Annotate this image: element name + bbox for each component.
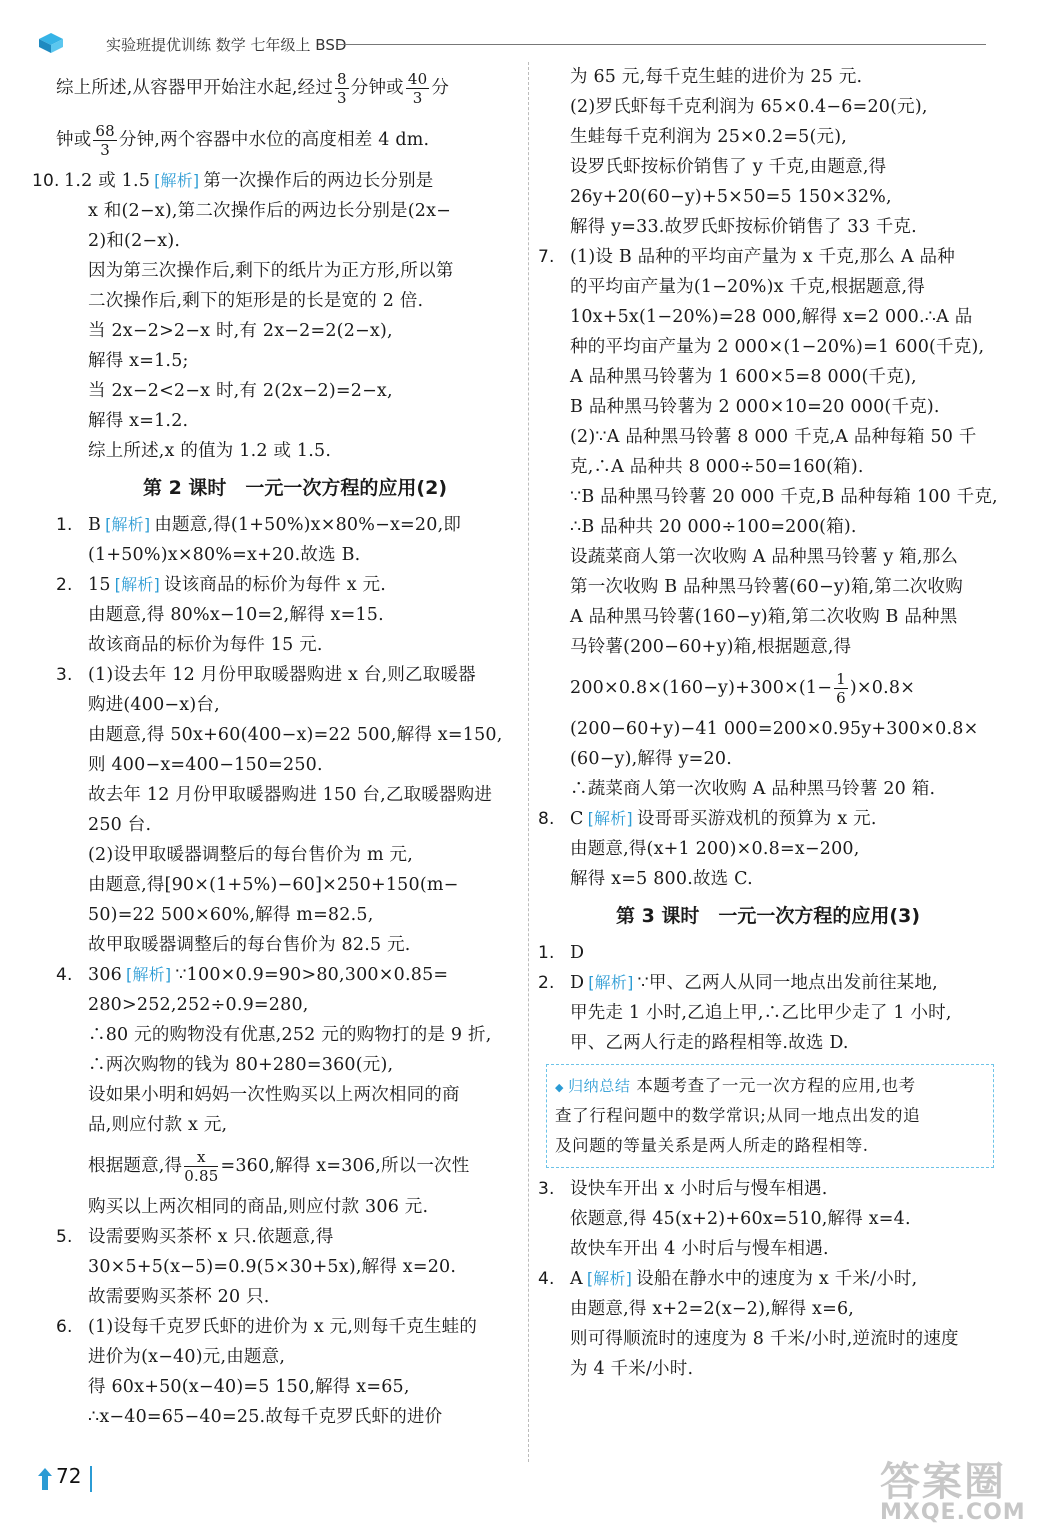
text-line: 由题意,得(x+1 200)×0.8=x−200, bbox=[570, 839, 860, 859]
text-line: 解得 y=33.故罗氏虾按标价销售了 33 千克. bbox=[570, 217, 917, 237]
text-line: ∴两次购物的钱为 80+280=360(元), bbox=[88, 1055, 394, 1075]
text-line: 购买以上两次相同的商品,则应付款 306 元. bbox=[88, 1197, 429, 1217]
text-line: 第一次收购 B 品种黑马铃薯(60−y)箱,第二次收购 bbox=[570, 577, 963, 597]
question-3: 3. 设快车开出 x 小时后与慢车相遇. bbox=[538, 1179, 828, 1199]
text-line: 依题意,得 45(x+2)+60x=510,解得 x=4. bbox=[570, 1209, 911, 1229]
text-line: 26y+20(60−y)+5×50=5 150×32%, bbox=[570, 187, 892, 207]
summary-label: ◆ 归纳总结 bbox=[555, 1077, 630, 1095]
text-line: 甲先走 1 小时,乙追上甲,∴乙比甲少走了 1 小时, bbox=[570, 1003, 952, 1023]
text-line: 为 4 千米/小时. bbox=[570, 1359, 694, 1379]
question-10: 10. 1.2 或 1.5 [解析] 第一次操作后的两边长分别是 bbox=[32, 166, 534, 196]
text-line: 购进(400−x)台, bbox=[88, 695, 220, 715]
text-line: 故快车开出 4 小时后与慢车相遇. bbox=[570, 1239, 829, 1259]
text-line: A 品种黑马铃薯(160−y)箱,第二次收购 B 品种黑 bbox=[570, 607, 958, 627]
text-line: 解得 x=1.2. bbox=[88, 411, 189, 431]
analysis-tag: [解析] bbox=[105, 515, 151, 534]
summary-line: ◆ 归纳总结 本题考查了一元一次方程的应用,也考 bbox=[555, 1071, 985, 1101]
text-line: 故去年 12 月份甲取暖器购进 150 台,乙取暖器购进 bbox=[88, 785, 493, 805]
fraction: $\frac{x}{0.85}$ bbox=[184, 1148, 219, 1185]
text-line: 进价为(x−40)元,由题意, bbox=[88, 1347, 286, 1367]
text-line: 则可得顺流时的速度为 8 千米/小时,逆流时的速度 bbox=[570, 1329, 959, 1349]
text-line: 30×5+5(x−5)=0.9(5×30+5x),解得 x=20. bbox=[88, 1257, 457, 1277]
fraction: $\frac{40}{3}$ bbox=[407, 70, 428, 107]
question-4: 4. A [解析] 设船在静水中的速度为 x 千米/小时, bbox=[538, 1264, 998, 1294]
text-line: ∴蔬菜商人第一次收购 A 品种黑马铃薯 20 箱. bbox=[570, 779, 936, 799]
text-line: 综上所述,从容器甲开始注水起,经过 $\frac{8}{3}$ 分钟或 $\frac{40}{3}$ 分 bbox=[56, 70, 450, 107]
question-2: 2. 15 [解析] 设该商品的标价为每件 x 元. bbox=[56, 570, 534, 600]
watermark-line2: MXQE.COM bbox=[880, 1500, 1026, 1525]
question-8: 8. C [解析] 设哥哥买游戏机的预算为 x 元. bbox=[538, 804, 998, 834]
analysis-tag: [解析] bbox=[114, 575, 160, 594]
text-line: (2)设甲取暖器调整后的每台售价为 m 元, bbox=[88, 845, 413, 865]
text-line: 克,∴A 品种共 8 000÷50=160(箱). bbox=[570, 457, 864, 477]
text-line: 二次操作后,剩下的矩形是的长是宽的 2 倍. bbox=[88, 291, 424, 311]
text-line: 甲、乙两人行走的路程相等.故选 D. bbox=[570, 1033, 849, 1053]
text-line: 综上所述,x 的值为 1.2 或 1.5. bbox=[88, 441, 332, 461]
text-line: 设如果小明和妈妈一次性购买以上两次相同的商 bbox=[88, 1085, 460, 1105]
text-line: 因为第三次操作后,剩下的纸片为正方形,所以第 bbox=[88, 261, 454, 281]
analysis-tag: [解析] bbox=[586, 1269, 633, 1288]
watermark-line1: 答案圈 bbox=[880, 1459, 1006, 1505]
text-line: 种的平均亩产量为 2 000×(1−20%)=1 600(千克), bbox=[570, 337, 985, 357]
text-line: (60−y),解得 y=20. bbox=[570, 749, 732, 769]
summary-box bbox=[546, 1064, 994, 1168]
text-line: x 和(2−x),第二次操作后的两边长分别是(2x− bbox=[88, 201, 452, 221]
analysis-tag: [解析] bbox=[587, 809, 633, 828]
text-line: (200−60+y)−41 000=200×0.95y+300×0.8× bbox=[570, 719, 979, 739]
text-line: 根据题意,得 $\frac{x}{0.85}$ =360,解得 x=306,所以一次性 bbox=[88, 1148, 470, 1185]
text-line: 的平均亩产量为(1−20%)x 千克,根据题意,得 bbox=[570, 277, 925, 297]
text-line: B 品种黑马铃薯为 2 000×10=20 000(千克). bbox=[570, 397, 940, 417]
text-line: 50)=22 500×60%,解得 m=82.5, bbox=[88, 905, 374, 925]
text-line: (2)罗氏虾每千克利润为 65×0.4−6=20(元), bbox=[570, 97, 928, 117]
text-line: 解得 x=5 800.故选 C. bbox=[570, 869, 753, 889]
text-line: ∵B 品种黑马铃薯 20 000 千克,B 品种每箱 100 千克, bbox=[570, 487, 998, 507]
text-line: 故该商品的标价为每件 15 元. bbox=[88, 635, 323, 655]
text-line: ∴B 品种共 20 000÷100=200(箱). bbox=[570, 517, 857, 537]
text-line: (1+50%)x×80%=x+20.故选 B. bbox=[88, 545, 361, 565]
text-line: 故需要购买茶杯 20 只. bbox=[88, 1287, 270, 1307]
text-line: 当 2x−2>2−x 时,有 2x−2=2(2−x), bbox=[88, 321, 393, 341]
text-line: 则 400−x=400−150=250. bbox=[88, 755, 323, 775]
watermark bbox=[870, 1450, 1040, 1530]
text-line: 得 60x+50(x−40)=5 150,解得 x=65, bbox=[88, 1377, 410, 1397]
text-line: 设罗氏虾按标价销售了 y 千克,由题意,得 bbox=[570, 157, 887, 177]
section-heading: 第 2 课时 一元一次方程的应用(2) bbox=[142, 477, 448, 499]
text-line: 解得 x=1.5; bbox=[88, 351, 189, 371]
fraction: $\frac{8}{3}$ bbox=[337, 70, 347, 107]
book-logo-icon bbox=[38, 32, 64, 54]
question-1: 1. D bbox=[538, 943, 585, 963]
analysis-tag: [解析] bbox=[126, 965, 172, 984]
up-arrow-icon bbox=[38, 1468, 52, 1490]
text-line: (2)∵A 品种黑马铃薯 8 000 千克,A 品种每箱 50 千 bbox=[570, 427, 977, 447]
question-7: 7. (1)设 B 品种的平均亩产量为 x 千克,那么 A 品种 bbox=[538, 247, 955, 267]
section-heading: 第 3 课时 一元一次方程的应用(3) bbox=[615, 905, 921, 927]
question-1: 1. B [解析] 由题意,得(1+50%)x×80%−x=20,即 bbox=[56, 510, 534, 540]
analysis-tag: [解析] bbox=[154, 171, 200, 190]
text-line: A 品种黑马铃薯为 1 600×5=8 000(千克), bbox=[570, 367, 917, 387]
text-line: 马铃薯(200−60+y)箱,根据题意,得 bbox=[570, 637, 852, 657]
text-line: 设蔬菜商人第一次收购 A 品种黑马铃薯 y 箱,那么 bbox=[570, 547, 959, 567]
page-header bbox=[38, 28, 998, 58]
page-number-bar bbox=[90, 1466, 92, 1492]
page-number bbox=[38, 1464, 94, 1494]
text-line: 当 2x−2<2−x 时,有 2(2x−2)=2−x, bbox=[88, 381, 393, 401]
text-line: 为 65 元,每千克生蛙的进价为 25 元. bbox=[570, 67, 863, 87]
summary-line: 查了行程问题中的数学常识;从同一地点出发的追 bbox=[555, 1106, 921, 1125]
question-6: 6. (1)设每千克罗氏虾的进价为 x 元,则每千克生蛙的 bbox=[56, 1317, 478, 1337]
text-line: ∴x−40=65−40=25.故每千克罗氏虾的进价 bbox=[88, 1407, 443, 1427]
text-line: 故甲取暖器调整后的每台售价为 82.5 元. bbox=[88, 935, 411, 955]
question-5: 5. 设需要购买茶杯 x 只.依题意,得 bbox=[56, 1227, 334, 1247]
text-line: 品,则应付款 x 元, bbox=[88, 1115, 228, 1135]
fraction: $\frac{68}{3}$ bbox=[95, 122, 115, 159]
text-line: 2)和(2−x). bbox=[88, 231, 181, 251]
analysis-tag: [解析] bbox=[588, 973, 634, 992]
question-4: 4. 306 [解析] ∵100×0.9=90>80,300×0.85= bbox=[56, 960, 534, 990]
header-rule bbox=[336, 44, 986, 45]
text-line: 280>252,252÷0.9=280, bbox=[88, 995, 309, 1015]
text-line: 由题意,得 50x+60(400−x)=22 500,解得 x=150, bbox=[88, 725, 503, 745]
header-title: 实验班提优训练 数学 七年级上 BSD bbox=[106, 36, 347, 54]
question-3: 3. (1)设去年 12 月份甲取暖器购进 x 台,则乙取暖器 bbox=[56, 665, 476, 685]
text-line: 生蛙每千克利润为 25×0.2=5(元), bbox=[570, 127, 848, 147]
left-column bbox=[32, 62, 534, 1432]
text-line: ∴80 元的购物没有优惠,252 元的购物打的是 9 折, bbox=[88, 1025, 492, 1045]
text-line: 200×0.8×(160−y)+300×(1− $\frac{1}{6}$ )×0.8× bbox=[570, 670, 916, 707]
text-line: 由题意,得 80%x−10=2,解得 x=15. bbox=[88, 605, 384, 625]
page-number-text: 72 bbox=[56, 1464, 82, 1488]
text-line: 由题意,得 x+2=2(x−2),解得 x=6, bbox=[570, 1299, 855, 1319]
text-line: 钟或 $\frac{68}{3}$ 分钟,两个容器中水位的高度相差 4 dm. bbox=[56, 122, 430, 159]
question-2: 2. D [解析] ∵甲、乙两人从同一地点出发前往某地, bbox=[538, 968, 998, 998]
summary-line: 及问题的等量关系是两人所走的路程相等. bbox=[555, 1136, 869, 1155]
fraction: $\frac{1}{6}$ bbox=[836, 670, 846, 707]
text-line: 10x+5x(1−20%)=28 000,解得 x=2 000.∴A 品 bbox=[570, 307, 973, 327]
text-line: 250 台. bbox=[88, 815, 152, 835]
right-column bbox=[538, 62, 998, 1384]
text-line: 由题意,得[90×(1+5%)−60]×250+150(m− bbox=[88, 875, 459, 895]
